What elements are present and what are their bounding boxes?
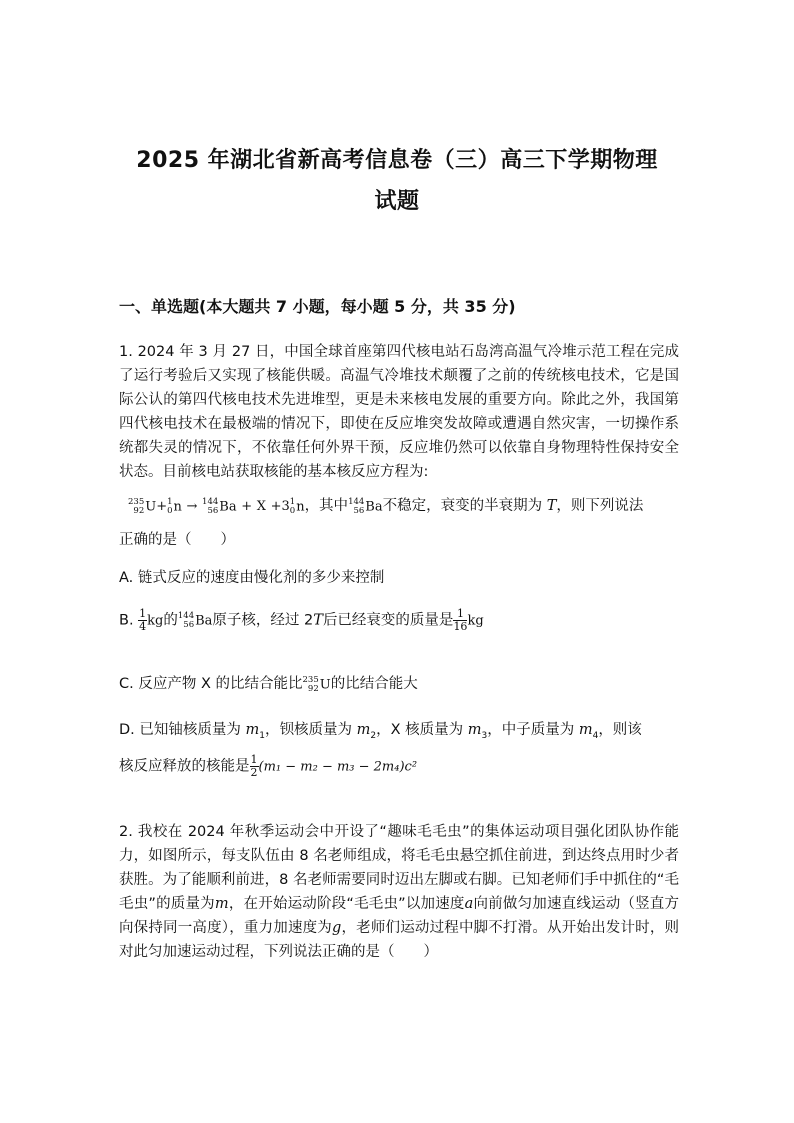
section-heading: 一、单选题(本大题共 7 小题，每小题 5 分，共 35 分) bbox=[119, 297, 516, 316]
gravity-symbol: g bbox=[332, 920, 342, 936]
option-b bbox=[119, 608, 484, 633]
subscript: 3 bbox=[481, 730, 488, 741]
half-life-symbol: T bbox=[546, 498, 557, 514]
fraction-one-half: $\frac{1}{2}$ bbox=[250, 753, 258, 779]
document-title: 2025 年湖北省新高考信息卷（三）高三下学期物理 bbox=[136, 148, 658, 173]
option-label: B. bbox=[119, 612, 134, 629]
unit-kg: kg bbox=[147, 613, 164, 629]
text-fragment: ，老师们运动过程中脚不打滑。从开始出发计时，则对此匀加速运动过程，下列说法正确的是（ ） bbox=[119, 920, 680, 960]
barium-nuclide-b: 144 56 Ba bbox=[177, 611, 213, 630]
question-1-tail: 正确的是（ ） bbox=[119, 532, 235, 548]
text-fragment: 的比结合能大 bbox=[330, 676, 418, 692]
mass-symbol: m bbox=[356, 722, 371, 738]
subscript: 4 bbox=[592, 730, 599, 741]
mass-symbol: m bbox=[245, 722, 260, 738]
text-fragment: ，中子质量为 bbox=[487, 722, 579, 738]
mass-symbol: m bbox=[214, 896, 229, 912]
mass-symbol: m bbox=[467, 722, 482, 738]
text-fragment: 向前做匀加速直线运动（竖直方向保持同一高度），重力加速度为 bbox=[119, 896, 680, 936]
question-2-stem bbox=[119, 820, 679, 964]
text-fragment: D. 已知铀核质量为 bbox=[119, 722, 246, 738]
question-1-equation-line bbox=[128, 494, 643, 516]
text-fragment: 后已经衰变的质量是 bbox=[322, 612, 454, 629]
option-d bbox=[119, 718, 642, 741]
question-1-stem: 1. 2024 年 3 月 27 日，中国全球首座第四代核电站石岛湾高温气冷堆示范工程在完成了运行考验后又实现了核能供暖。高温气冷堆技术颠覆了之前的传统核电技术，它是国际公认的第四代核电技术先进堆型，更是未来核电发展的重要方向。除此之外，我国第四代核电技术在最极端的情况下，即使在反应堆突发故障或遭遇自然灾害，一切操作系统都失灵的情况下，不依靠任何外界干预，反应堆仍然可以依靠自身物理特性保持安全状态。目前核电站获取核能的基本核反应方程为: bbox=[119, 344, 679, 480]
option-a: A. 链式反应的速度由慢化剂的多少来控制 bbox=[119, 570, 385, 586]
barium-nuclide-ref: 144 56 Ba bbox=[348, 496, 383, 516]
text-fragment: ，在开始运动阶段“毛毛虫”以加速度 bbox=[228, 896, 465, 912]
unit-kg: kg bbox=[467, 613, 484, 629]
half-life-symbol: T bbox=[313, 612, 323, 629]
option-d-line2 bbox=[119, 754, 417, 779]
acceleration-symbol: a bbox=[464, 896, 474, 912]
text-fragment: 原子核，经过 2 bbox=[212, 612, 314, 629]
reaction-arrow: → bbox=[186, 499, 198, 514]
fraction-one-sixteenth: $\frac{1}{16}$ bbox=[453, 607, 468, 633]
plus-sign: + bbox=[156, 499, 168, 514]
plus-sign: + bbox=[270, 499, 282, 514]
text-fragment: ，则下列说法 bbox=[556, 498, 644, 514]
uranium-nuclide: 235 92 U bbox=[128, 496, 157, 516]
subscript: 1 bbox=[259, 730, 265, 741]
text-fragment: ，钡核质量为 bbox=[264, 722, 357, 738]
subscript: 2 bbox=[370, 730, 377, 741]
document-title-line2: 试题 bbox=[374, 189, 420, 214]
barium-nuclide: 144 56 Ba bbox=[202, 496, 237, 516]
text-fragment: C. 反应产物 X 的比结合能比 bbox=[119, 676, 303, 692]
uranium-nuclide-c: 235 92 U bbox=[302, 674, 331, 694]
neutron-product: 1 0 n bbox=[289, 496, 305, 516]
text-fragment: ，则该 bbox=[598, 722, 642, 738]
text-fragment: 核反应释放的核能是 bbox=[119, 758, 250, 775]
fraction-one-quarter: $\frac{1}{4}$ bbox=[139, 607, 147, 633]
neutron-coefficient: 3 bbox=[281, 499, 290, 514]
text-fragment: 不稳定，衰变的半衰期为 bbox=[382, 498, 543, 514]
plus-sign: + bbox=[241, 499, 253, 514]
neutron: 1 0 n bbox=[167, 496, 182, 516]
text-fragment: 的 bbox=[163, 612, 178, 629]
text-fragment: ，X 核质量为 bbox=[376, 722, 468, 738]
text-fragment: ，其中 bbox=[304, 498, 349, 514]
product-x: X bbox=[256, 499, 266, 514]
energy-formula: (m₁ − m₂ − m₃ − 2m₄)c² bbox=[258, 759, 418, 775]
option-c bbox=[119, 672, 418, 694]
mass-symbol: m bbox=[578, 722, 593, 738]
text-fragment: 2. 我校在 2024 年秋季运动会中开设了“趣味毛毛虫”的集体运动项目强化团队协作能力，如图所示，每支队伍由 8 名老师组成，将毛毛虫悬空抓住前进，到达终点用时少者获胜。为了能顺利前进，8 名老师需要同时迈出左脚或右脚。已知老师们手中抓住的“毛毛虫”的质量为 bbox=[119, 824, 679, 912]
